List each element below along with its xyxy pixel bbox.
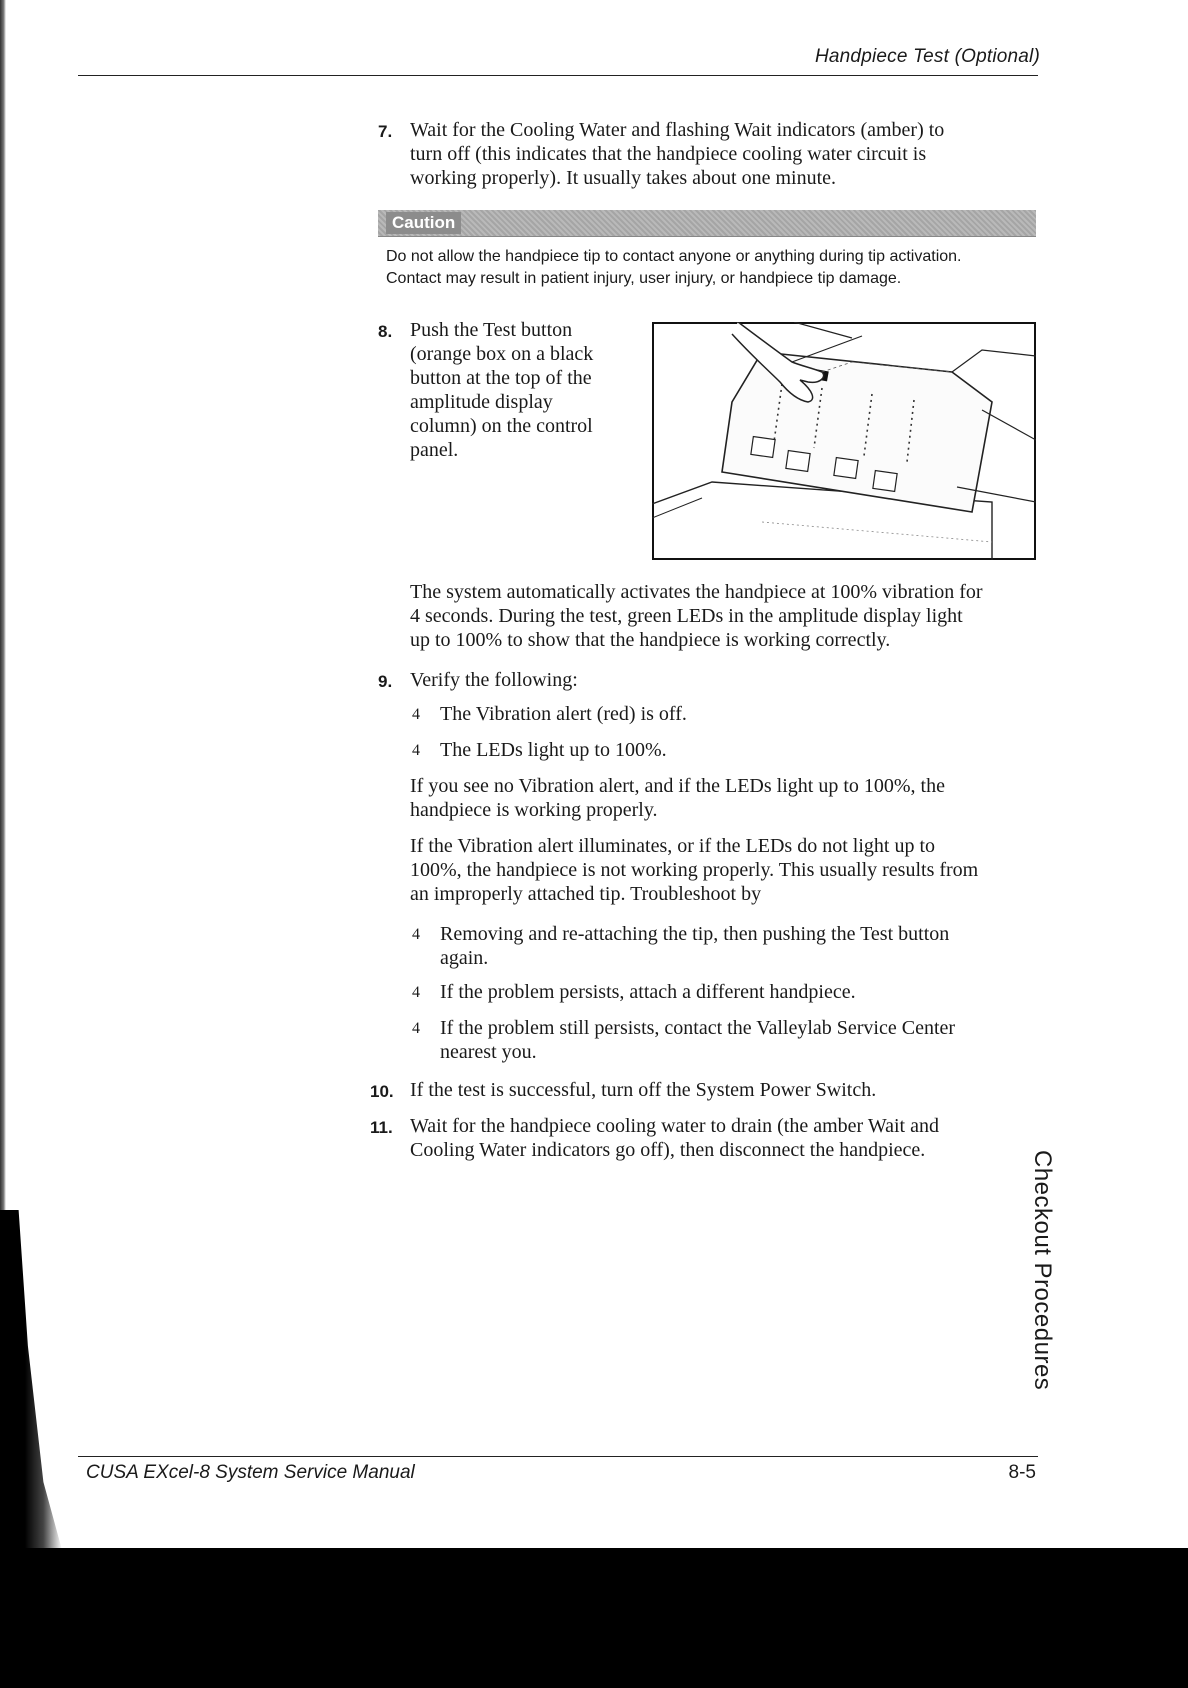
step-number: 9.: [378, 672, 393, 691]
paragraph: [410, 834, 1050, 906]
control-panel-illustration: [652, 322, 1036, 560]
text-line: button at the top of the: [410, 367, 592, 389]
step-9-text: Verify the following:: [410, 669, 578, 691]
text-line: Do not allow the handpiece tip to contact anyone or anything during tip activation.: [386, 248, 962, 265]
caution-label: Caution: [386, 212, 461, 234]
text-line: If the problem still persists, contact the Valleylab Service Center: [440, 1017, 956, 1039]
text-line: Cooling Water indicators go off), then disconnect the handpiece.: [410, 1139, 926, 1161]
step-number: 10.: [370, 1082, 394, 1101]
panel-button: [751, 437, 775, 458]
text-line: 100%, the handpiece is not working properly. This usually results from: [410, 859, 979, 881]
caution-text: [386, 246, 1046, 290]
footer-manual-title: CUSA EXcel-8 System Service Manual: [86, 1462, 415, 1483]
text-line: If you see no Vibration alert, and if the LEDs light up to 100%, the: [410, 775, 945, 797]
text-line: Removing and re-attaching the tip, then pushing the Test button: [440, 923, 950, 945]
bullet-item: The Vibration alert (red) is off.: [440, 703, 687, 725]
text-line: handpiece is working properly.: [410, 799, 658, 821]
bullet-item: [440, 1016, 1040, 1064]
text-line: If the Vibration alert illuminates, or if the LEDs do not light up to: [410, 835, 935, 857]
bullet-check: 4: [412, 706, 420, 723]
paragraph: [410, 774, 1050, 822]
text-line: Wait for the Cooling Water and flashing Wait indicators (amber) to: [410, 119, 945, 141]
text-line: panel.: [410, 439, 459, 461]
header-rule: [78, 75, 1038, 76]
bullet-check: 4: [412, 1020, 420, 1037]
text-line: nearest you.: [440, 1041, 537, 1063]
footer-rule: [78, 1456, 1038, 1457]
step-8-text: [410, 318, 640, 462]
bullet-check: 4: [412, 926, 420, 943]
step-number: 7.: [378, 122, 393, 141]
bullet-item: [440, 922, 1040, 970]
bullet-item: The LEDs light up to 100%.: [440, 739, 667, 761]
caution-banner: [378, 210, 1036, 237]
scan-bottom-edge: [0, 1548, 1188, 1688]
text-line: turn off (this indicates that the handpiece cooling water circuit is: [410, 143, 927, 165]
step-10-text: If the test is successful, turn off the System Power Switch.: [410, 1079, 877, 1101]
step-number: 8.: [378, 322, 393, 341]
panel-button: [873, 471, 897, 492]
text-line: again.: [440, 947, 489, 969]
text-line: an improperly attached tip. Troubleshoot by: [410, 883, 762, 905]
text-line: working properly). It usually takes about one minute.: [410, 167, 837, 189]
bullet-check: 4: [412, 742, 420, 759]
text-line: (orange box on a black: [410, 343, 594, 365]
panel-button: [786, 451, 810, 472]
text-line: 4 seconds. During the test, green LEDs in the amplitude display light: [410, 605, 963, 627]
step-number: 11.: [370, 1118, 393, 1137]
text-line: The system automatically activates the handpiece at 100% vibration for: [410, 581, 983, 603]
text-line: column) on the control: [410, 415, 593, 437]
step-11-text: [410, 1114, 1050, 1162]
scan-shadow: [0, 1210, 62, 1550]
step-8-result: [410, 580, 1050, 652]
text-line: Contact may result in patient injury, user injury, or handpiece tip damage.: [386, 270, 902, 287]
bullet-check: 4: [412, 984, 420, 1001]
bullet-item: If the problem persists, attach a different handpiece.: [440, 981, 856, 1003]
running-header: Handpiece Test (Optional): [814, 46, 1040, 67]
text-line: amplitude display: [410, 391, 553, 413]
text-line: Wait for the handpiece cooling water to drain (the amber Wait and: [410, 1115, 939, 1137]
step-7-text: [410, 118, 1040, 190]
chapter-side-tab: Checkout Procedures: [1029, 1150, 1056, 1391]
text-line: Push the Test button: [410, 319, 573, 341]
text-line: up to 100% to show that the handpiece is working correctly.: [410, 629, 891, 651]
page-number: 8-5: [1008, 1462, 1036, 1483]
panel-button: [834, 458, 858, 479]
